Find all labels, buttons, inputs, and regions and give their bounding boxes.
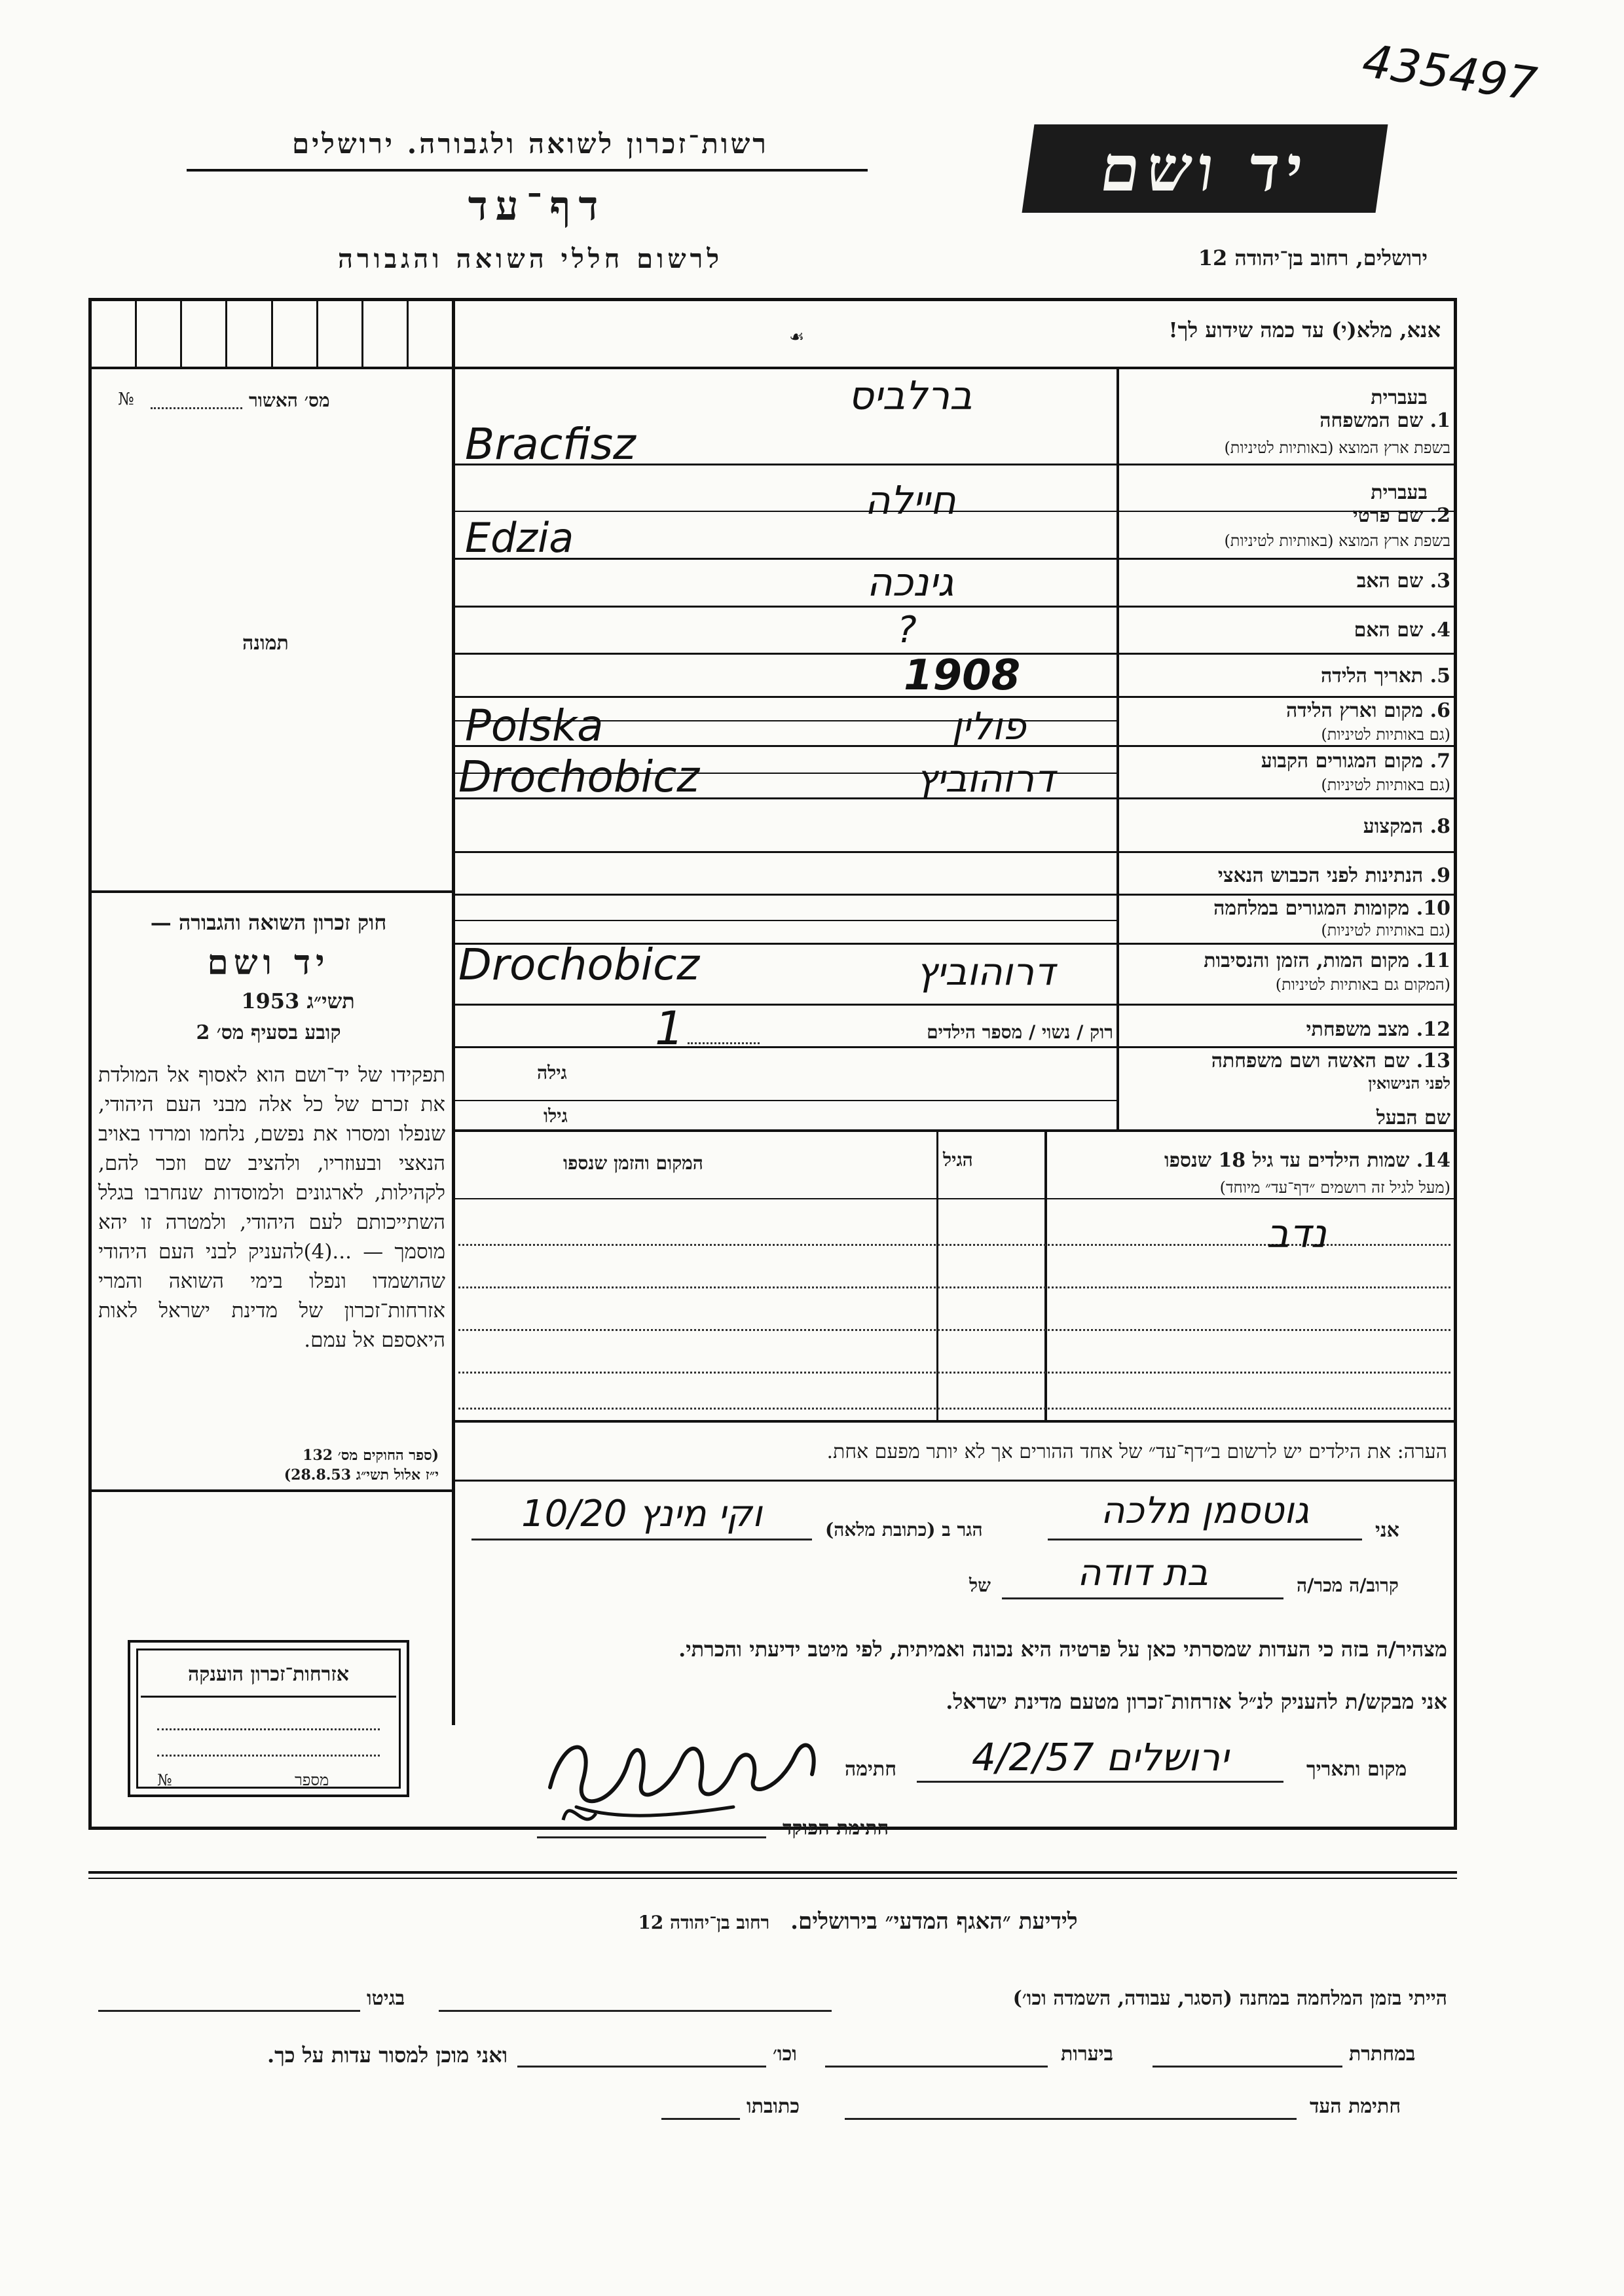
- death-place-latin: Drochobicz: [458, 939, 699, 990]
- field6-sub: (גם באותיות לטיניות): [1321, 725, 1450, 744]
- field1-tag: בעברית: [1371, 386, 1428, 409]
- footer-witness-signature-label: חתימת העד: [1310, 2095, 1401, 2118]
- law-text: תפקידו של יד־ושם הוא לאסוף אל המולדת את זכרם של כל אלה מבני העם היהודי, שנפלו ומסרו את נפשם, נלחמו ומרדו באויב הנאצי ובעוזריו, ולהציב שם וזכר להם, לקהילות, לארגונים ולמוסדות שנחרבו בגלל השתייכותם לעם היהודי, ולמטרה זו יהא מוסמך — ...(4)להעניק לבני העם היהודי שהושמדו ונפלו בימי השואה והמרי אזרחות־זכרון של מדינת ישראל לאות היאספם אל עמם.: [98, 1063, 445, 1352]
- law-year-heb: תשי״ג: [306, 989, 355, 1013]
- field11-sub: (המקום גם באותיות לטיניות): [1275, 975, 1450, 994]
- residence-latin: Drochobicz: [458, 752, 699, 802]
- footer-address: רחוב בן־יהודה 12: [638, 1912, 770, 1933]
- mother-name: ?: [897, 609, 917, 651]
- place-date-label: מקום ותאריך: [1306, 1758, 1407, 1781]
- logo-text: יד ושם: [1096, 132, 1314, 206]
- children-age-col: הגיל: [943, 1149, 973, 1171]
- field6-label: 6. מקום וארץ הלידה: [1285, 699, 1450, 722]
- law-year: 1953: [241, 989, 300, 1013]
- form-title: דף־עד: [468, 182, 606, 230]
- footer-willing-text: ואני מוכן למסור עדות על כך.: [267, 2043, 507, 2068]
- code-boxes: [92, 301, 452, 367]
- approval-mark: №: [118, 390, 134, 409]
- relation-label: קרוב/ה מכר/ה: [1297, 1575, 1399, 1596]
- surname-latin: Bracfisz: [465, 419, 636, 469]
- marital-options: רוק / נשוי / מספר הילדים: [927, 1021, 1113, 1043]
- surname-hebrew: ברלביס: [848, 373, 972, 419]
- declarant-name: גוטסמן מלכה: [1100, 1489, 1310, 1532]
- field10-sub: (גם באותיות לטיניות): [1321, 921, 1450, 939]
- law-title: חוק זכרון השואה והגבורה —: [150, 910, 387, 935]
- birth-date: 1908: [904, 651, 1021, 700]
- declarant-i-label: אני: [1375, 1519, 1399, 1542]
- given-name-latin: Edzia: [465, 514, 574, 562]
- place-date: ירושלים 4/2/57: [971, 1735, 1229, 1779]
- death-place-hebrew: דרוהוביץ: [916, 949, 1055, 994]
- signature-label: חתימה: [845, 1758, 896, 1781]
- law-section: קובע בסעיף מס׳ 2: [196, 1021, 341, 1044]
- husband-label: שם הבעל: [1376, 1106, 1450, 1129]
- law-name: יד ושם: [207, 943, 330, 983]
- field2-tag: בעברית: [1371, 481, 1428, 504]
- field7-sub: (גם באותיות לטיניות): [1321, 776, 1450, 794]
- children-count: 1: [655, 1002, 684, 1055]
- photo-label: תמונה: [242, 632, 289, 655]
- footer-ghetto-label: בגיטו: [367, 1987, 405, 2010]
- footer-address-label: כתובתו: [747, 2095, 800, 2118]
- form-subtitle: לרשום חללי השואה והגבורה: [337, 244, 724, 274]
- resides-label: הגר ב (כתובת מלאה): [825, 1519, 983, 1540]
- archive-number: 435497: [1359, 33, 1540, 112]
- note-text: הערה: את הילדים יש לרשום ב״דף־עד״ של אחד ההורים אך לא יותר מפעם אחת.: [826, 1440, 1447, 1463]
- field2-sub: בשפת ארץ המוצא (באותיות לטיניות): [1224, 532, 1450, 550]
- citizenship-title: אזרחות־זכרון הוענקה: [187, 1663, 350, 1686]
- field5-label: 5. תאריך הלידה: [1321, 665, 1450, 687]
- citizenship-no-label: מספר: [295, 1771, 329, 1789]
- footer-underground-label: במחתרת: [1349, 2043, 1416, 2066]
- relation-value: בת דודה: [1077, 1552, 1208, 1594]
- yad-vashem-logo: [1022, 124, 1388, 213]
- declarant-address: וקי מינץ 10/20: [521, 1493, 762, 1535]
- field1-sub: בשפת ארץ המוצא (באותיות לטיניות): [1224, 439, 1450, 457]
- field8-label: 8. המקצוע: [1363, 815, 1450, 838]
- given-name-hebrew: חיילה: [864, 478, 956, 524]
- field13-label: 13. שם האשה ושם משפחתה: [1211, 1049, 1450, 1072]
- intro-text: אנא, מלא(י) עד כמה שידוע לך!: [1168, 318, 1441, 342]
- wife-age-label: גילה: [537, 1062, 567, 1084]
- footer-title: לידיעת ״האגף המדעי״ בירושלים.: [790, 1908, 1078, 1935]
- law-source-date: י״ז אלול תשי״ג 28.8.53): [284, 1467, 439, 1484]
- birthplace-hebrew: פולין: [951, 704, 1026, 748]
- field3-label: 3. שם האב: [1356, 570, 1450, 592]
- field14-label: 14. שמות הילדים עד גיל 18 שנספו: [1164, 1149, 1450, 1172]
- law-source: (ספר החוקים מס׳ 132: [303, 1447, 439, 1464]
- address: ירושלים, רחוב בן־יהודה 12: [1198, 246, 1428, 270]
- footer-forests-label: ביערות: [1061, 2043, 1114, 2066]
- declaration-request: אני מבקש/ת להעניק לנ״ל אזרחות־זכרון מטעם מדינת ישראל.: [946, 1689, 1447, 1714]
- birthplace-latin: Polska: [465, 701, 604, 751]
- field7-label: 7. מקום המגורים הקבוע: [1261, 750, 1450, 773]
- declaration-statement: מצהיר/ה בזה כי העדות שמסרתי כאן על פרטיה היא נכונה ואמיתית, לפי מיטב ידיעתי והכרתי.: [678, 1637, 1447, 1662]
- citizenship-no-mark: №: [157, 1771, 172, 1789]
- approval-label: מס׳ האשור: [249, 390, 330, 411]
- field14-sub: (מעל לגיל זה רושמים ״דף־עד״ מיוחד): [1219, 1178, 1450, 1197]
- field9-label: 9. הנתינות לפני הכבוש הנאצי: [1217, 864, 1450, 887]
- footer-heading: [498, 1908, 1218, 1935]
- authority-name: רשות־זכרון לשואה ולגבורה. ירושלים: [292, 128, 769, 160]
- child-name: נדב: [1266, 1211, 1327, 1257]
- field10-label: 10. מקומות המגורים במלחמה: [1213, 897, 1450, 920]
- field12-label: 12. מצב משפחתי: [1306, 1018, 1450, 1041]
- footer-etc-label: וכו׳: [773, 2043, 797, 2066]
- father-name: גינכה: [866, 560, 954, 606]
- field11-label: 11. מקום המות, הזמן והנסיבות: [1204, 949, 1450, 972]
- field2-label: 2. שם פרטי: [1352, 504, 1450, 527]
- footer-camp-text: הייתי בזמן המלחמה במחנה (הסגר, עבודה, השמדה וכו׳): [1012, 1987, 1447, 2010]
- field13-sub: לפני הנישואין: [1368, 1074, 1450, 1093]
- ornament-icon: ☙: [789, 327, 805, 347]
- of-label: של: [969, 1575, 991, 1596]
- field4-label: 4. שם האם: [1354, 619, 1450, 642]
- husband-age-label: גילו: [544, 1105, 568, 1127]
- residence-hebrew: דרוהוביץ: [916, 756, 1055, 801]
- officer-signature-label: חתימת הפוקד: [783, 1817, 889, 1840]
- field1-label: 1. שם המשפחה: [1320, 409, 1450, 432]
- children-place-col: המקום והזמן שנספו: [563, 1152, 703, 1174]
